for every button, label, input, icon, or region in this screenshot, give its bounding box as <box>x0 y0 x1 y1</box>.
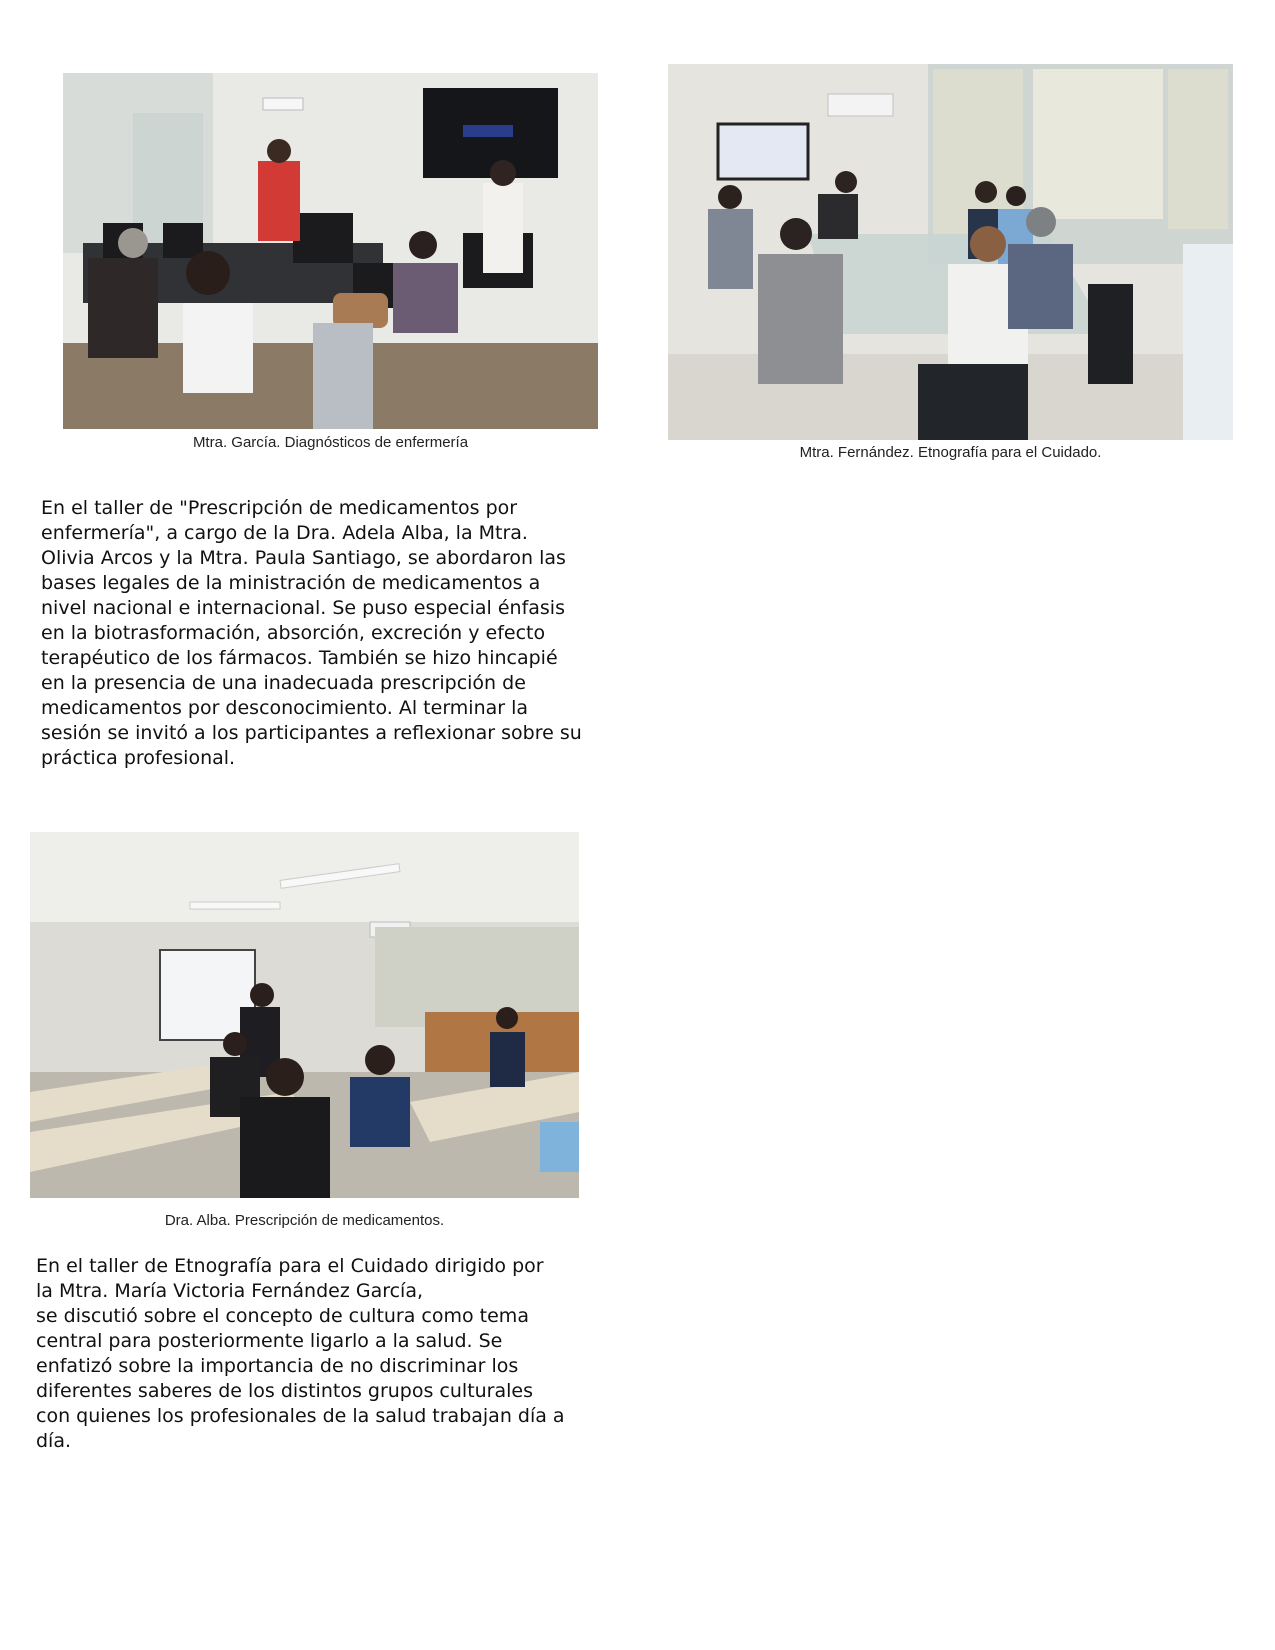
photo-caption: Mtra. García. Diagnósticos de enfermería <box>192 434 469 451</box>
text-line: En el taller de "Prescripción de medicamentos por <box>41 497 518 519</box>
text-line: medicamentos por desconocimiento. Al terminar la <box>41 697 529 719</box>
paragraph-etnografia <box>36 1254 565 1454</box>
text-line: En el taller de Etnografía para el Cuidado dirigido por <box>36 1255 544 1277</box>
photo-caption: Dra. Alba. Prescripción de medicamentos. <box>164 1212 445 1229</box>
text-line: terapéutico de los fármacos. También se hizo hincapié <box>41 647 558 669</box>
text-line: diferentes saberes de los distintos grupos culturales <box>36 1380 534 1402</box>
photo-garcia-computer-lab <box>63 73 598 429</box>
text-line: se discutió sobre el concepto de cultura como tema <box>36 1305 529 1327</box>
text-line: enfermería", a cargo de la Dra. Adela Alba, la Mtra. <box>41 522 528 544</box>
text-line: nivel nacional e internacional. Se puso especial énfasis <box>41 597 565 619</box>
text-line: enfatizó sobre la importancia de no discriminar los <box>36 1355 519 1377</box>
text-line: Olivia Arcos y la Mtra. Paula Santiago, se abordaron las <box>41 547 566 569</box>
photo-caption: Mtra. Fernández. Etnografía para el Cuidado. <box>799 444 1102 461</box>
photo-alba-classroom <box>30 832 579 1198</box>
text-line: sesión se invitó a los participantes a reflexionar sobre su <box>41 722 582 744</box>
text-line: la Mtra. María Victoria Fernández García, <box>36 1280 424 1302</box>
text-line: en la presencia de una inadecuada prescripción de <box>41 672 526 694</box>
paragraph-prescripcion <box>41 496 582 771</box>
text-line: con quienes los profesionales de la salud trabajan día a <box>36 1405 565 1427</box>
photo-fernandez-meeting-room <box>668 64 1233 440</box>
text-line: bases legales de la ministración de medicamentos a <box>41 572 541 594</box>
text-line: día. <box>36 1430 72 1452</box>
text-line: en la biotrasformación, absorción, excreción y efecto <box>41 622 546 644</box>
text-line: práctica profesional. <box>41 747 236 769</box>
text-line: central para posteriormente ligarlo a la salud. Se <box>36 1330 503 1352</box>
